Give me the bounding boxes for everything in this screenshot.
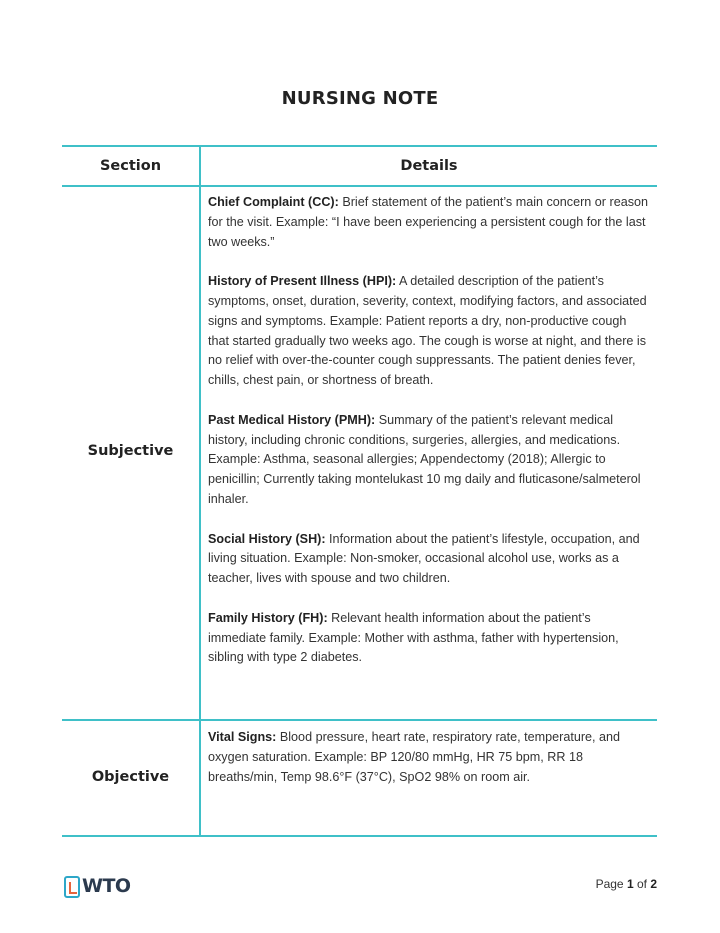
- document-title: NURSING NOTE: [281, 88, 439, 109]
- entry-text: Blood pressure, heart rate, respiratory rate, temperature, and oxygen saturation. Example: BP 120/80 mmHg, HR 75 bpm, RR 18 breaths/min, Temp 98.6°F (37°C), SpO2 98% on room air.: [208, 730, 621, 784]
- column-divider: [199, 145, 201, 837]
- entry-text: Summary of the patient’s relevant medical history, including chronic conditions, surgeries, allergies, and medications. Example: Asthma, seasonal allergies; Appendectomy (2018); Allergic to penicillin; Currently taking montelukast 10 mg daily and fluticasone/salmeterol inhaler.: [208, 412, 641, 506]
- section-label-subjective: Subjective: [87, 443, 174, 459]
- entry-text: Information about the patient’s lifestyle, occupation, and living situation. Example: Non-smoker, occasional alcohol use, works as a teacher, lives with spouse and two children.: [208, 531, 640, 586]
- entry-label: Family History (FH):: [208, 610, 328, 625]
- subjective-details: [208, 193, 648, 668]
- table-bottom-rule: [62, 835, 657, 837]
- column-header-details: Details: [400, 158, 458, 174]
- page-current: 1: [626, 877, 634, 891]
- entry-label: Vital Signs:: [208, 730, 277, 744]
- table-header-row: [62, 147, 657, 185]
- entry-text: A detailed description of the patient’s symptoms, onset, duration, severity, context, modifying factors, and associated signs and symptoms. Example: Patient reports a dry, non-productive cough that started gradually two weeks ago. The cough is worse at night, and there is no relief with over-the-counter cough suppressants. The patient denies fever, chills, chest pain, or shortness of breath.: [208, 274, 647, 388]
- page-of: of: [633, 877, 651, 891]
- entry-family-history: [208, 609, 648, 668]
- logo-wordmark: WTO: [82, 875, 131, 897]
- entry-chief-complaint: [208, 193, 648, 252]
- header-bottom-rule: [62, 185, 657, 187]
- page-prefix: Page: [595, 877, 627, 891]
- objective-details: [208, 728, 648, 787]
- column-header-section: Section: [99, 158, 162, 174]
- section-label-objective: Objective: [91, 769, 170, 785]
- entry-vital-signs: [208, 728, 648, 787]
- entry-label: Chief Complaint (CC):: [208, 195, 339, 209]
- entry-past-medical-history: [208, 411, 648, 510]
- page-total: 2: [650, 877, 657, 891]
- entry-social-history: [208, 530, 648, 589]
- document-check-icon: [64, 876, 80, 898]
- entry-label: History of Present Illness (HPI):: [208, 274, 397, 289]
- page-indicator: [596, 877, 657, 891]
- entry-label: Past Medical History (PMH):: [208, 412, 376, 427]
- entry-text: Relevant health information about the patient’s immediate family. Example: Mother with asthma, father with hypertension, sibling with type 2 diabetes.: [208, 610, 619, 665]
- row-divider-rule: [62, 719, 657, 721]
- wto-logo: [64, 874, 154, 900]
- entry-label: Social History (SH):: [208, 531, 326, 546]
- entry-text: Brief statement of the patient’s main concern or reason for the visit. Example: “I have been experiencing a persistent cough for the last two weeks.”: [208, 195, 649, 249]
- entry-history-present-illness: [208, 272, 648, 391]
